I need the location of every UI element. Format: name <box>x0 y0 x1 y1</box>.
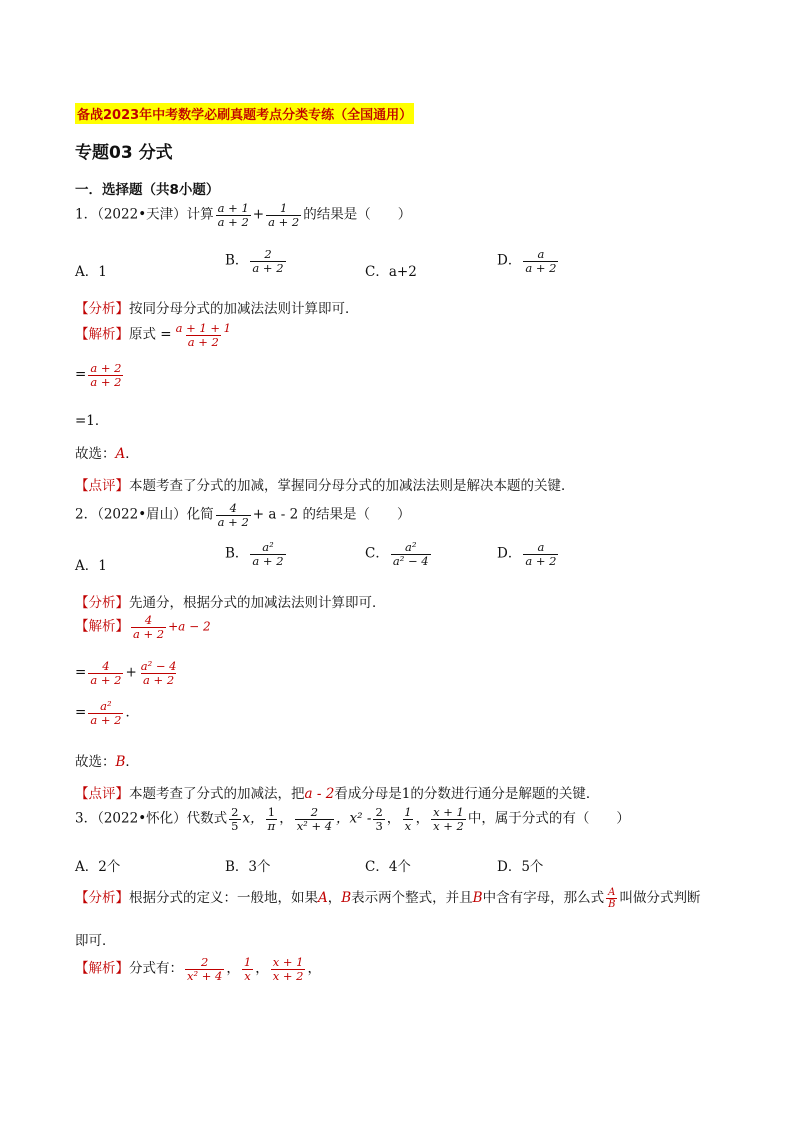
q3-solution: 【解析】分式有： $\frac{2}{\text{x² + 4}}$ ， $\frac{1}{x}$ ， $\frac{x + 1}{x + 2}$ ， <box>75 955 321 983</box>
q2-option-c: C． $\frac{\text{a²}}{\text{a² − 4}}$ <box>365 540 429 568</box>
q1-comment: 【点评】本题考查了分式的加减，掌握同分母分式的加减法法则是解决本题的关键． <box>75 478 575 494</box>
q1-frac-1: $\frac{a + 1}{a + 2}$ <box>217 201 249 229</box>
q2-option-b: B． $\frac{\text{a²}}{a + 2}$ <box>225 540 284 568</box>
q1-answer: 故选：A． <box>75 446 139 462</box>
q2-comment: 【点评】本题考查了分式的加减法，把a - 2看成分母是1的分数进行通分是解题的关键． <box>75 786 600 802</box>
page-title: 专题03 分式 <box>75 143 173 163</box>
q1-option-d: D． $\frac{a}{a + 2}$ <box>497 247 557 275</box>
q2-step-2: = $\frac{4}{a + 2}$ + $\frac{\text{a² − 4}}{a + 2}$ <box>75 659 177 687</box>
q2-stem: 2．（2022•眉山）化简 $\frac{4}{a + 2}$ + a - 2 的结果是（ ） <box>75 501 411 529</box>
q2-option-a: A．1 <box>75 558 107 574</box>
header-banner: 备战2023年中考数学必刷真题考点分类专练（全国通用） <box>75 103 414 124</box>
q2-solution: 【解析】 $\frac{4}{a + 2}$ +a − 2 <box>75 613 211 641</box>
q1-step-3: =1． <box>75 413 109 429</box>
q1-option-b: B． $\frac{2}{a + 2}$ <box>225 247 284 275</box>
q3-analysis: 【分析】根据分式的定义：一般地，如果A，B表示两个整式，并且B中含有字母，那么式 $\frac{A}{B}$ 叫做分式判断 <box>75 887 701 910</box>
q3-stem: 3．（2022•怀化）代数式 $\frac{2}{5}$ x， $\frac{1}{\pi}$ ， $\frac{2}{\text{x² + 4}}$ ，x² - $\frac{2}{3}$ ， $\frac{1}{x}$ ， $\frac{x + 1}{x + 2}$ 中，属于分式的有（ ） <box>75 805 630 833</box>
q1-stem-prefix: 1．（2022•天津）计算 <box>75 206 214 223</box>
section-heading: 一．选择题（共8小题） <box>75 182 220 198</box>
q3-option-c: C．4个 <box>365 859 411 875</box>
q1-step-2: = $\frac{a + 2}{a + 2}$ <box>75 361 122 389</box>
q2-option-d: D． $\frac{a}{a + 2}$ <box>497 540 557 568</box>
q3-analysis-line2: 即可． <box>75 933 116 949</box>
q1-option-a: A．1 <box>75 264 107 280</box>
q1-frac-2: $\frac{1}{a + 2}$ <box>268 201 300 229</box>
q1-stem: 1．（2022•天津）计算 $\frac{a + 1}{a + 2}$ + $\frac{1}{a + 2}$ 的结果是（ ） <box>75 201 412 229</box>
q2-analysis: 【分析】先通分，根据分式的加减法法则计算即可． <box>75 595 386 611</box>
q2-answer: 故选：B． <box>75 754 139 770</box>
q3-option-a: A．2个 <box>75 859 121 875</box>
q1-solution: 【解析】原式 = $\frac{a + 1 + 1}{a + 2}$ <box>75 321 231 349</box>
q3-option-d: D．5个 <box>497 859 544 875</box>
q3-option-b: B．3个 <box>225 859 271 875</box>
q1-option-c: C．a+2 <box>365 264 417 280</box>
q2-step-3: = $\frac{\text{a²}}{a + 2}$ ． <box>75 699 139 727</box>
q1-analysis: 【分析】按同分母分式的加减法法则计算即可． <box>75 301 359 317</box>
